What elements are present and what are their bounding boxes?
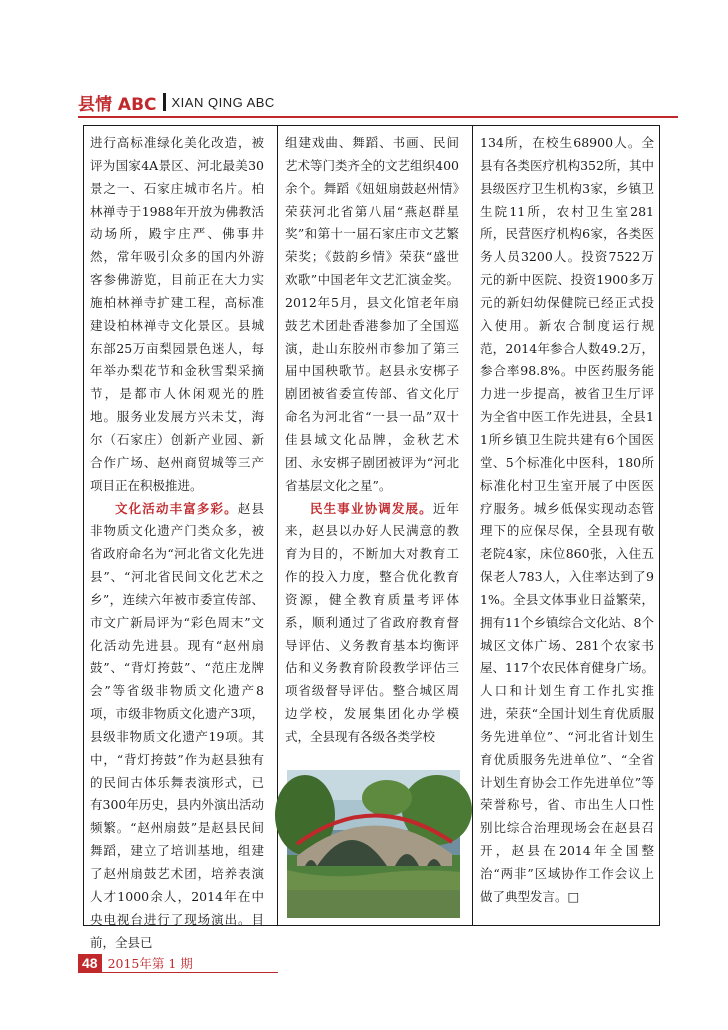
- header-rule: [78, 116, 678, 118]
- running-header: [78, 90, 678, 114]
- paragraph-body: 赵县非物质文化遗产门类众多，被省政府命名为“河北省文化先进县”、“河北省民间文化艺术之乡”，连续六年被市委宣传部、市文广新局评为“彩色周末”文化活动先进县。现有“赵州扇鼓”、“背灯挎鼓”、“范庄龙牌会”等省级非物质文化遗产8项，市级非物质文化遗产3项，县级非物质文化遗产19项。其中，“背灯挎鼓”作为赵县独有的民间古体乐舞表演形式，已有300年历史，县内外演出活动频繁。“赵州扇鼓”是赵县民间舞蹈，建立了培训基地，组建了赵州扇鼓艺术团，培养表演人才1000余人，2014年在中央电视台进行了现场演出。目前，全县已: [90, 500, 264, 950]
- page-number: 48: [78, 954, 102, 972]
- article-column-3: [480, 132, 654, 922]
- paragraph: 134所，在校生68900人。全县有各类医疗机构352所，其中县级医疗卫生机构3家，乡镇卫生院11所，农村卫生室281所，民营医疗机构6家，各类医务人员3200人。投资7522万元的新中医院、投资1900多万元的新妇幼保健院已经正式投入使用。新农合制度运行规范，2014年参合人数49.2万，参合率98.8%。中医药服务能力进一步提高，被省卫生厅评为全省中医工作先进县，全县11所乡镇卫生院共建有6个国医堂、5个标准化中医科，180所标准化村卫生室开展了中医医疗服务。城乡低保实现动态管理下的应保尽保，全县现有敬老院4家，床位860张，入住五保老人783人，入住率达到了91%。全县文体事业日益繁荣，拥有11个乡镇综合文化站、8个城区文体广场、281个农家书屋、117个农民体育健身广场。人口和计划生育工作扎实推进，荣获“全国计划生育优质服务先进单位”、“河北省计划生育优质服务先进单位”、“全省计划生育协会工作先进单位”等荣誉称号，省、市出生人口性别比综合治理现场会在赵县召开，赵县在2014年全国整治“两非”区域协作工作会议上做了典型发言。□: [480, 135, 654, 904]
- footer-rule: [78, 972, 278, 973]
- article-column-2: [285, 132, 459, 752]
- paragraph: 进行高标准绿化美化改造，被评为国家4A景区、河北最美30景之一、石家庄城市名片。柏林禅寺于1988年开放为佛教活动场所，殿宇庄严、佛事井然，常年吸引众多的国内外游客参佛游览，目前正在大力实施柏林禅寺扩建工程，高标准建设柏林禅寺文化景区。县城东部25万亩梨园景色迷人，每年举办梨花节和金秋雪梨采摘节，是都市人休闲观光的胜地。服务业发展方兴未艾，海尔（石家庄）创新产业园、新合作广场、赵州商贸城等三产项目正在积极推进。: [90, 135, 264, 493]
- column-divider-2: [472, 125, 473, 926]
- article-column-1: [90, 132, 264, 950]
- subheading-livelihood: 民生事业协调发展。: [310, 500, 433, 516]
- section-title: 县情 ABC: [78, 94, 157, 115]
- stone-arch-bridge-photo: [287, 770, 460, 918]
- subheading-culture: 文化活动丰富多彩。: [115, 500, 238, 516]
- paragraph: 组建戏曲、舞蹈、书画、民间艺术等门类齐全的文艺组织400余个。舞蹈《妞妞扇鼓赵州情》荣获河北省第八届“燕赵群星奖”和第十一届石家庄市文艺繁荣奖；《鼓韵乡情》荣获“盛世欢歌”中国老年文艺汇演金奖。2012年5月，县文化馆老年扇鼓艺术团赴香港参加了全国巡演，赴山东胶州市参加了第三届中国秧歌节。赵县永安梆子剧团被省委宣传部、省文化厅命名为河北省“一县一品”双十佳县域文化品牌，金秋艺术团、永安梆子剧团被评为“河北省基层文化之星”。: [285, 135, 459, 493]
- paragraph: [90, 498, 264, 955]
- issue-label: 2015年第 1 期: [107, 956, 193, 971]
- section-title-pinyin: XIAN QING ABC: [171, 94, 275, 110]
- paragraph: [285, 498, 459, 749]
- header-divider: [163, 93, 166, 111]
- paragraph-body: 近年来，赵县以办好人民满意的教育为目的，不断加大对教育工作的投入力度，整合优化教育资源，健全教育质量考评体系，顺利通过了省政府教育督导评估、义务教育基本均衡评估和义务教育阶段教学评估三项省级督导评估。整合城区周边学校，发展集团化办学模式，全县现有各级各类学校: [285, 500, 459, 744]
- stone-arch-bridge-icon: [287, 770, 460, 918]
